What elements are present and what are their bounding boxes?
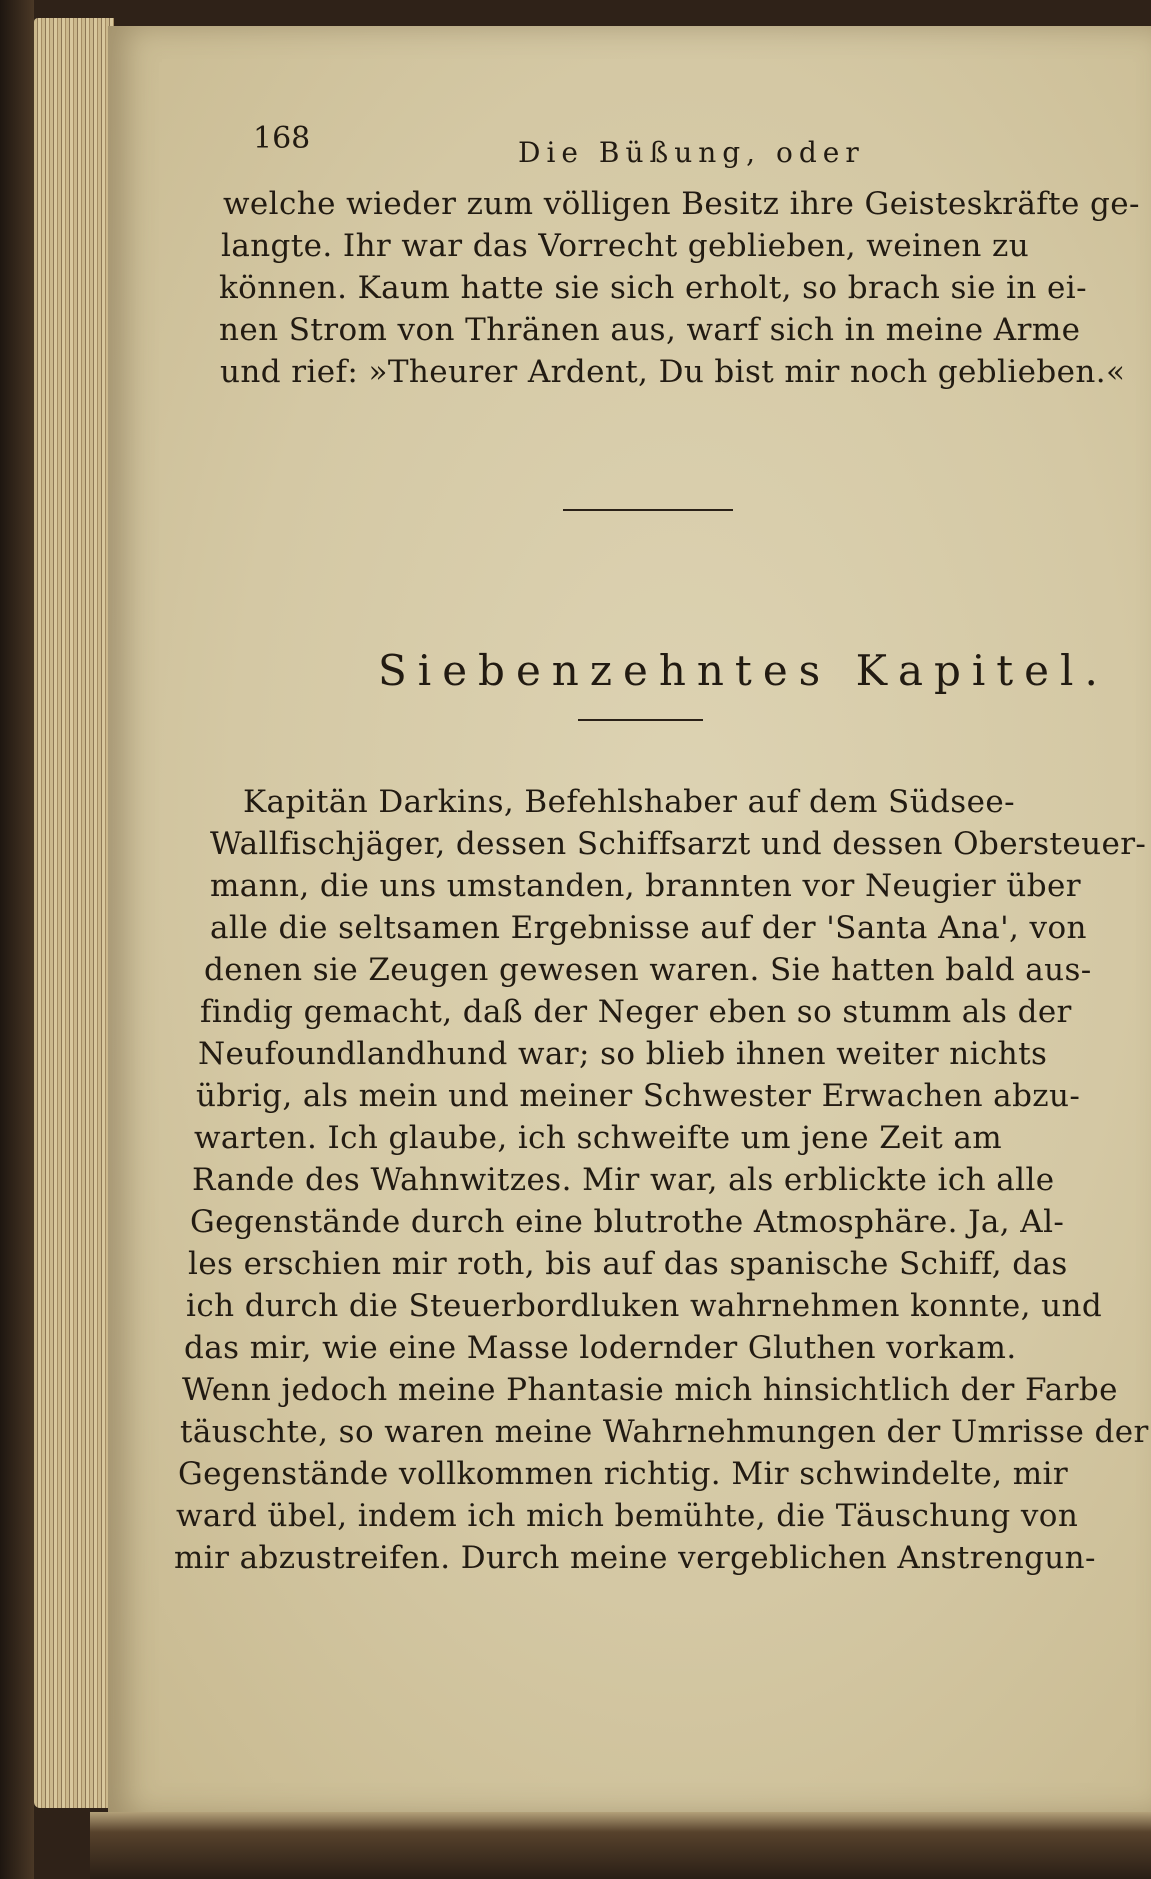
running-title: Die Büßung, oder <box>518 136 865 169</box>
text-line: können. Kaum hatte sie sich erholt, so brach sie in ei- <box>219 270 1087 306</box>
text-line: ward übel, indem ich mich bemühte, die Täuschung von <box>176 1498 1079 1534</box>
book-page <box>108 26 1151 1816</box>
book-cover-edge <box>0 0 34 1879</box>
text-line: Kapitän Darkins, Befehlshaber auf dem Südsee- <box>243 784 1015 820</box>
text-line: nen Strom von Thränen aus, warf sich in meine Arme <box>219 312 1081 348</box>
stacked-page-edges <box>34 18 114 1808</box>
text-line: ich durch die Steuerbordluken wahrnehmen konnte, und <box>186 1288 1103 1324</box>
text-line: Wenn jedoch meine Phantasie mich hinsichtlich der Farbe <box>182 1372 1118 1408</box>
text-line: denen sie Zeugen gewesen waren. Sie hatten bald aus- <box>204 952 1092 988</box>
text-line: Rande des Wahnwitzes. Mir war, als erblickte ich alle <box>192 1162 1055 1198</box>
text-line: Neufoundlandhund war; so blieb ihnen weiter nichts <box>198 1036 1048 1072</box>
text-line: das mir, wie eine Masse lodernder Gluthen vorkam. <box>184 1330 1017 1366</box>
text-line: warten. Ich glaube, ich schweifte um jene Zeit am <box>194 1120 1003 1156</box>
page-number: 168 <box>253 121 311 156</box>
text-line: täuschte, so waren meine Wahrnehmungen der Umrisse der <box>180 1414 1149 1450</box>
text-line: langte. Ihr war das Vorrecht geblieben, weinen zu <box>221 228 1030 264</box>
chapter-divider <box>578 719 703 721</box>
text-line: Wallfischjäger, dessen Schiffsarzt und dessen Obersteuer- <box>210 826 1147 862</box>
text-line: alle die seltsamen Ergebnisse auf der 'Santa Ana', von <box>210 910 1087 946</box>
text-line: und rief: »Theurer Ardent, Du bist mir noch geblieben.« <box>220 354 1126 390</box>
text-line: les erschien mir roth, bis auf das spanische Schiff, das <box>188 1246 1068 1282</box>
section-divider <box>563 509 733 511</box>
text-line: mann, die uns umstanden, brannten vor Neugier über <box>210 868 1081 904</box>
text-line: welche wieder zum völligen Besitz ihre Geisteskräfte ge- <box>223 186 1140 222</box>
text-line: Gegenstände vollkommen richtig. Mir schwindelte, mir <box>178 1456 1069 1492</box>
text-line: Gegenstände durch eine blutrothe Atmosphäre. Ja, Al- <box>190 1204 1065 1240</box>
text-line: mir abzustreifen. Durch meine vergeblichen Anstrengun- <box>174 1540 1096 1576</box>
book-bottom-edge <box>90 1812 1151 1879</box>
text-line: findig gemacht, daß der Neger eben so stumm als der <box>200 994 1072 1030</box>
text-line: übrig, als mein und meiner Schwester Erwachen abzu- <box>196 1078 1081 1114</box>
chapter-title: Siebenzehntes Kapitel. <box>378 646 1109 695</box>
